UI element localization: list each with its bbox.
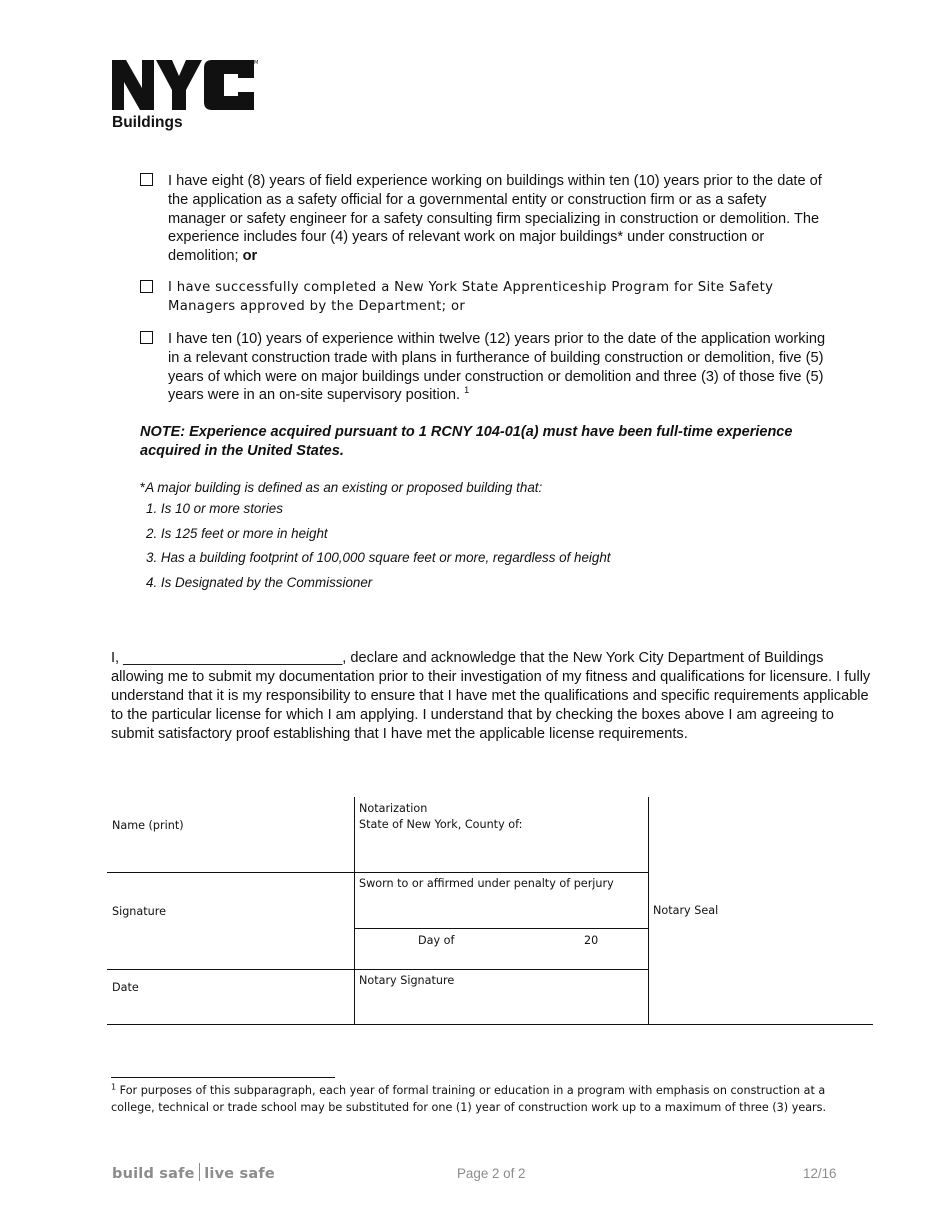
notarization-title: Notarization bbox=[359, 802, 428, 815]
nyc-buildings-logo bbox=[112, 58, 262, 133]
major-building-criteria bbox=[146, 500, 611, 598]
declarant-name-blank[interactable]: I, ___________________________, bbox=[111, 650, 347, 666]
name-print-label: Name (print) bbox=[112, 819, 184, 832]
divider-bar bbox=[199, 1163, 201, 1181]
svg-text:TM: TM bbox=[251, 60, 258, 66]
year-prefix: 20 bbox=[584, 934, 599, 947]
notary-signature-label: Notary Signature bbox=[359, 974, 455, 987]
notarization-state: State of New York, County of: bbox=[359, 818, 523, 831]
checkbox-field-experience[interactable] bbox=[140, 173, 153, 186]
footer-tagline: build safe live safe bbox=[112, 1163, 275, 1182]
criteria-item: 3. Has a building footprint of 100,000 square feet or more, regardless of height bbox=[146, 550, 611, 565]
signature-label: Signature bbox=[112, 905, 166, 918]
notarization-form bbox=[107, 797, 873, 1025]
date-label: Date bbox=[112, 981, 139, 994]
sworn-label: Sworn to or affirmed under penalty of perjury bbox=[359, 877, 614, 890]
experience-note: NOTE: Experience acquired pursuant to 1 RCNY 104-01(a) must have been full-time experience acquired in the United States. bbox=[140, 424, 793, 459]
notary-seal-label: Notary Seal bbox=[653, 904, 719, 917]
page-number: Page 2 of 2 bbox=[457, 1166, 526, 1181]
footnote-ref: 1 bbox=[464, 385, 470, 396]
day-of-label: Day of bbox=[418, 934, 455, 947]
form-version: 12/16 bbox=[803, 1166, 837, 1181]
footnote-divider bbox=[111, 1077, 335, 1078]
major-building-definition: *A major building is defined as an existing or proposed building that: bbox=[140, 480, 543, 495]
criteria-item: 2. Is 125 feet or more in height bbox=[146, 525, 328, 541]
checkbox-apprenticeship[interactable] bbox=[140, 280, 153, 293]
criteria-item: 4. Is Designated by the Commissioner bbox=[146, 574, 373, 590]
checkbox-trade-experience[interactable] bbox=[140, 331, 153, 344]
nyc-logo-mark bbox=[112, 58, 258, 112]
logo-subtitle: Buildings bbox=[112, 114, 183, 131]
option-text: I have successfully completed a New York State Apprenticeship Program for Site Safety Managers approved by the Department; or bbox=[168, 280, 774, 314]
option-text: I have eight (8) years of field experience working on buildings within ten (10) years prior to the date of the application as a safety official for a governmental entity or construction firm or as a safety manager or safety engineer for a safety consulting firm specializing in construction or demolition. The experience includes four (4) years of relevant work on major buildings* under construction or demolition; or bbox=[168, 173, 822, 265]
declaration-paragraph: I, ___________________________, declare and acknowledge that the New York City Department of Buildings allowing me to submit my documentation prior to their investigation of my fitness and qualifications for licensure. I fully understand that it is my responsibility to ensure that I have met the qualifications and specific requirements applicable to the particular license for which I am applying. I understand that by checking the boxes above I am agreeing to submit satisfactory proof establishing that I have met the applicable license requirements. bbox=[111, 650, 871, 742]
criteria-item: 1. Is 10 or more stories bbox=[146, 501, 283, 516]
option-text: I have ten (10) years of experience within twelve (12) years prior to the date of the application working in a relevant construction trade with plans in furtherance of building construction or demolition, five (5) years of which were on major buildings under construction or demolition and three (3) of those five (5) years were in an on-site supervisory position. $^1$ bbox=[168, 331, 826, 404]
footnote: $^1$ For purposes of this subparagraph, each year of formal training or education in a program with emphasis on construction at a college, technical or trade school may be substituted for one (1) year of construction work up to a maximum of three (3) years. bbox=[111, 1082, 827, 1114]
